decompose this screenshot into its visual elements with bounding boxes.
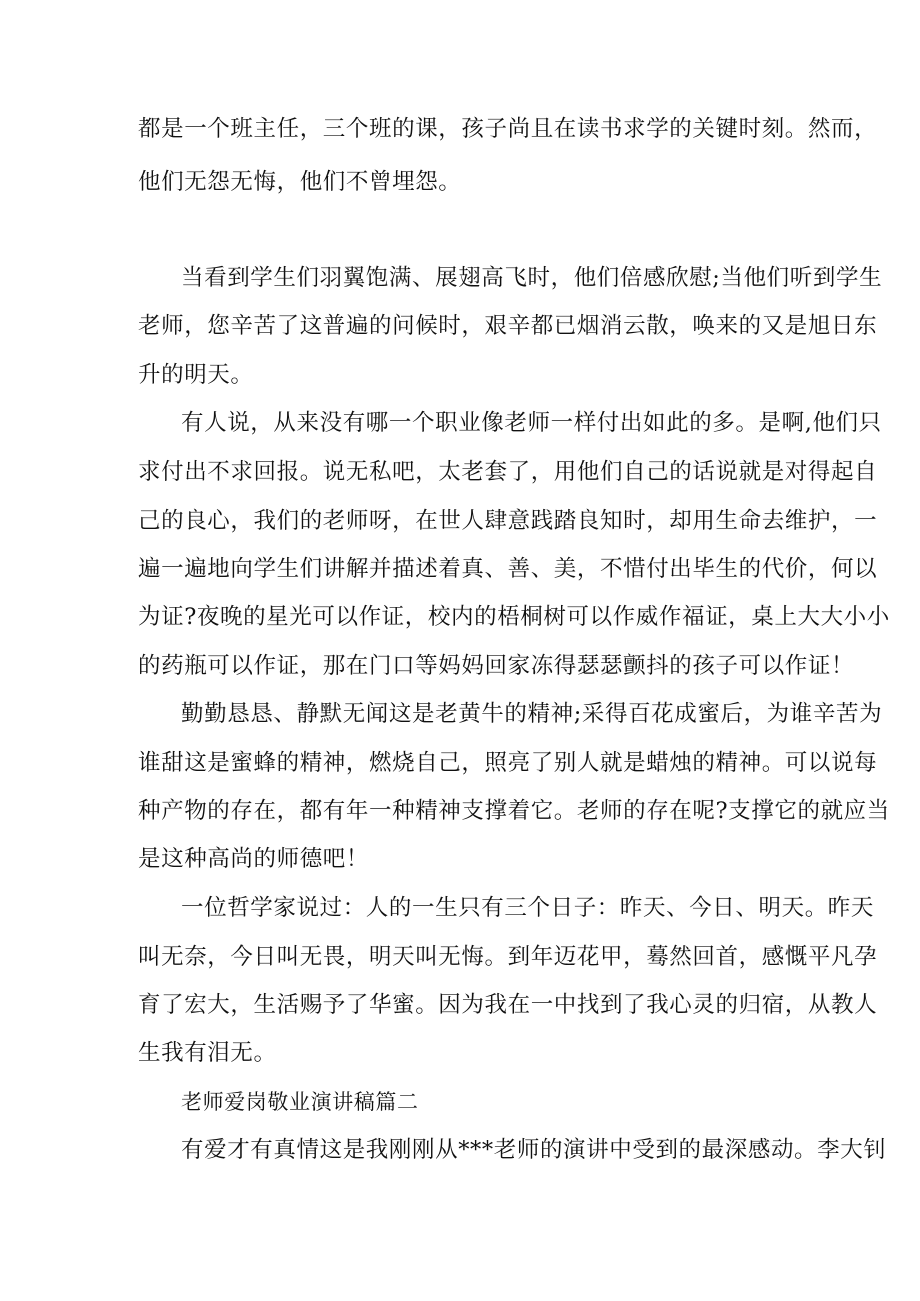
paragraph-start-line: 一位哲学家说过：人的一生只有三个日子：昨天、今日、明天。昨天 [181,895,875,921]
text-line: 求付出不求回报。说无私吧，太老套了，用他们自己的话说就是对得起自 [138,459,878,485]
paragraph-start-line: 当看到学生们羽翼饱满、展翅高飞时，他们倍感欣慰;当他们听到学生 [181,265,883,291]
text-line: 育了宏大，生活赐予了华蜜。因为我在一中找到了我心灵的归宿，从教人 [138,992,878,1018]
text-line: 遍一遍地向学生们讲解并描述着真、善、美，不惜付出毕生的代价，何以 [138,556,878,582]
text-line: 他们无怨无悔，他们不曾埋怨。 [138,169,462,195]
text-line: 为证?夜晚的星光可以作证，校内的梧桐树可以作威作福证，桌上大大小小 [138,604,890,630]
text-line: 是这种高尚的师德吧！ [138,846,370,872]
text-line: 谁甜这是蜜蜂的精神，燃烧自己，照亮了别人就是蜡烛的精神。可以说每 [138,750,878,776]
text-line: 的药瓶可以作证，那在门口等妈妈回家冻得瑟瑟颤抖的孩子可以作证！ [138,653,855,679]
text-line: 叫无奈，今日叫无畏，明天叫无悔。到年迈花甲，蓦然回首，感慨平凡孕 [138,944,878,970]
text-line: 老师，您辛苦了这普遍的问候时，艰辛都已烟消云散，唤来的又是旭日东 [138,313,878,339]
paragraph-start-line: 勤勤恳恳、静默无闻这是老黄牛的精神;采得百花成蜜后，为谁辛苦为 [181,701,883,727]
text-line: 己的良心，我们的老师呀，在世人肆意践踏良知时，却用生命去维护，一 [138,508,878,534]
text-line: 都是一个班主任，三个班的课，孩子尚且在读书求学的关键时刻。然而， [138,116,878,142]
text-line: 升的明天。 [138,362,254,388]
text-line: 种产物的存在，都有年一种精神支撑着它。老师的存在呢?支撑它的就应当 [138,798,890,824]
paragraph-start-line: 有爱才有真情这是我刚刚从***老师的演讲中受到的最深感动。李大钊 [181,1137,887,1163]
paragraph-start-line: 有人说，从来没有哪一个职业像老师一样付出如此的多。是啊,他们只 [181,410,882,436]
text-line: 生我有泪无。 [138,1040,277,1066]
section-heading: 老师爱岗敬业演讲稿篇二 [181,1090,419,1114]
